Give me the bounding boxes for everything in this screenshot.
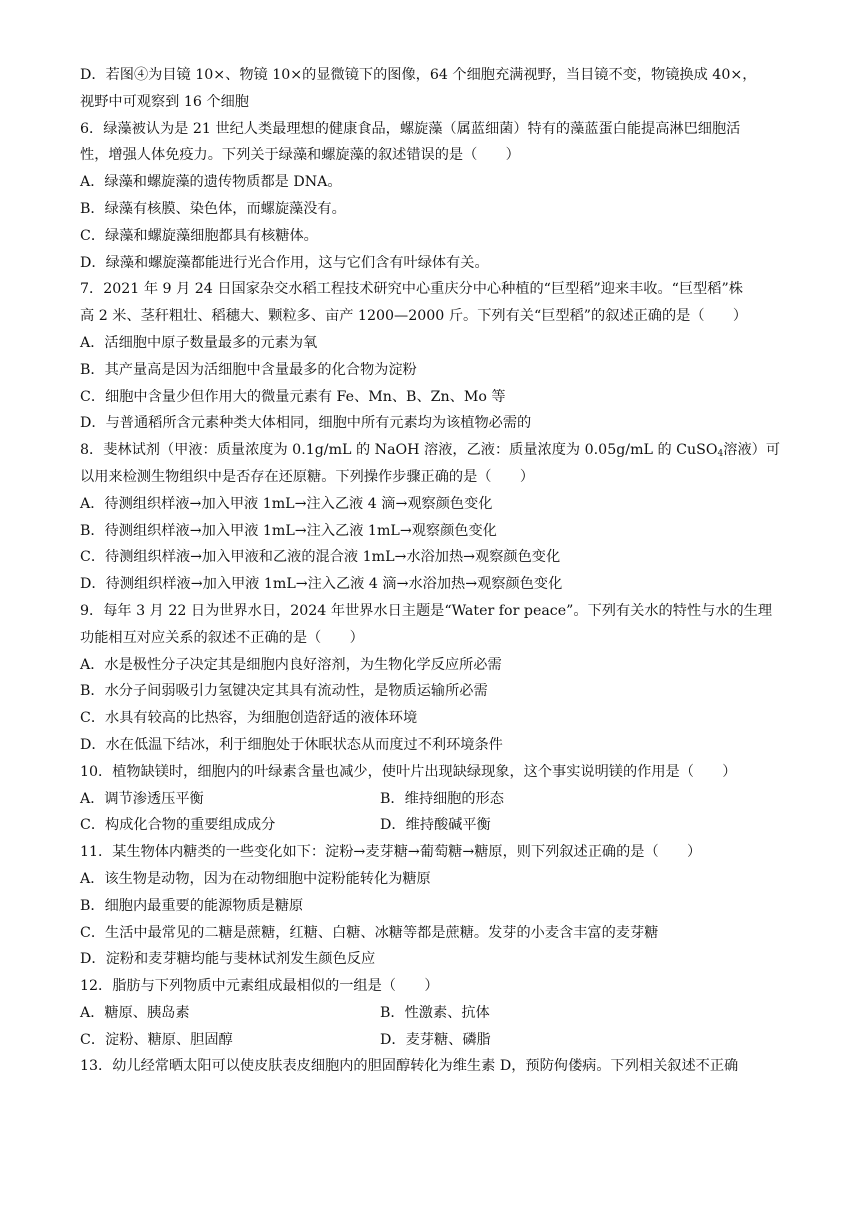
q9-option-b: B．水分子间弱吸引力氢键决定其具有流动性，是物质运输所必需 (80, 683, 488, 700)
q12-stem-line1: 12．脂肪与下列物质中元素组成最相似的一组是（ ） (80, 978, 439, 995)
q5-option-d-line2: 视野中可观察到 16 个细胞 (80, 93, 249, 110)
q9-option-d: D．水在低温下结冰，利于细胞处于休眠状态从而度过不利环境条件 (80, 736, 503, 753)
q9-option-a: A．水是极性分子决定其是细胞内良好溶剂，为生物化学反应所必需 (80, 656, 502, 673)
q7-stem-line2: 高 2 米、茎秆粗壮、稻穗大、颗粒多、亩产 1200—2000 斤。下列有关“巨型稻”的叙述正确的是（ ） (80, 308, 748, 325)
q6-option-d: D．绿藻和螺旋藻都能进行光合作用，这与它们含有叶绿体有关。 (80, 254, 489, 271)
q10-option-b: B．维持细胞的形态 (380, 790, 504, 807)
q8-option-d: D．待测组织样液→加入甲液 1mL→注入乙液 4 滴→水浴加热→观察颜色变化 (80, 576, 563, 593)
q8-stem-line1 (80, 437, 792, 464)
q11-option-d: D．淀粉和麦芽糖均能与斐林试剂发生颜色反应 (80, 951, 376, 968)
q10-options-row1 (80, 786, 792, 813)
q7-option-c: C．细胞中含量少但作用大的微量元素有 Fe、Mn、B、Zn、Mo 等 (80, 388, 506, 405)
q10-option-a: A．调节渗透压平衡 (80, 790, 204, 807)
q8-option-b: B．待测组织样液→加入甲液 1mL→注入乙液 1mL→观察颜色变化 (80, 522, 497, 539)
q9-stem-line2: 功能相互对应关系的叙述不正确的是（ ） (80, 629, 364, 646)
q10-options-row2 (80, 812, 792, 839)
q5-option-d-line1: D．若图④为目镜 10×、物镜 10×的显微镜下的图像，64 个细胞充满视野，当目镜不变，物镜换成 40×， (80, 67, 757, 83)
q6-option-b: B．绿藻有核膜、染色体，而螺旋藻没有。 (80, 200, 346, 217)
q6-option-a: A．绿藻和螺旋藻的遗传物质都是 DNA。 (80, 174, 342, 191)
q8-stem-line1-b: 溶液）可 (723, 442, 781, 459)
q11-option-b: B．细胞内最重要的能源物质是糖原 (80, 897, 304, 914)
q10-option-d: D．维持酸碱平衡 (380, 817, 491, 834)
q11-option-a: A．该生物是动物，因为在动物细胞中淀粉能转化为糖原 (80, 870, 431, 887)
q8-subscript: 4 (717, 449, 724, 460)
q11-option-c: C．生活中最常见的二糖是蔗糖，红糖、白糖、冰糖等都是蔗糖。发芽的小麦含丰富的麦芽糖 (80, 924, 659, 941)
q12-option-c: C．淀粉、糖原、胆固醇 (80, 1031, 233, 1048)
q11-stem-line1: 11．某生物体内糖类的一些变化如下：淀粉→麦芽糖→葡萄糖→糖原，则下列叙述正确的是（ ） (80, 844, 702, 861)
q12-option-a: A．糖原、胰岛素 (80, 1004, 190, 1021)
q7-option-d: D．与普通稻所含元素种类大体相同，细胞中所有元素均为该植物必需的 (80, 415, 532, 432)
q8-stem-line2: 以用来检测生物组织中是否存在还原糖。下列操作步骤正确的是（ ） (80, 468, 535, 485)
q13-stem-line1: 13．幼儿经常晒太阳可以使皮肤表皮细胞内的胆固醇转化为维生素 D，预防佝偻病。下列相关叙述不正确 (80, 1058, 739, 1075)
q6-stem-line2: 性，增强人体免疫力。下列关于绿藻和螺旋藻的叙述错误的是（ ） (80, 147, 520, 164)
exam-page (80, 62, 792, 1080)
q7-option-b: B．其产量高是因为活细胞中含量最多的化合物为淀粉 (80, 361, 417, 378)
q6-stem-line1: 6．绿藻被认为是 21 世纪人类最理想的健康食品，螺旋藻（属蓝细菌）特有的藻蓝蛋白能提高淋巴细胞活 (80, 120, 741, 137)
q8-stem-line1-a: 8．斐林试剂（甲液：质量浓度为 0.1g/mL 的 NaOH 溶液，乙液：质量浓度为 0.05g/mL 的 CuSO (80, 442, 718, 459)
q9-stem-line1: 9．每年 3 月 22 日为世界水日，2024 年世界水日主题是“Water for peace”。下列有关水的特性与水的生理 (80, 602, 773, 619)
q8-option-c: C．待测组织样液→加入甲液和乙液的混合液 1mL→水浴加热→观察颜色变化 (80, 549, 561, 566)
q7-option-a: A．活细胞中原子数量最多的元素为氧 (80, 334, 318, 351)
q12-options-row1 (80, 1000, 792, 1027)
q12-options-row2 (80, 1027, 792, 1054)
q10-stem-line1: 10．植物缺镁时，细胞内的叶绿素含量也减少，使叶片出现缺绿现象，这个事实说明镁的作用是（ ） (80, 763, 737, 780)
q7-stem-line1: 7．2021 年 9 月 24 日国家杂交水稻工程技术研究中心重庆分中心种植的“巨型稻”迎来丰收。“巨型稻”株 (80, 281, 743, 298)
q12-option-b: B．性激素、抗体 (380, 1004, 490, 1021)
q8-option-a: A．待测组织样液→加入甲液 1mL→注入乙液 4 滴→观察颜色变化 (80, 495, 493, 512)
q9-option-c: C．水具有较高的比热容，为细胞创造舒适的液体环境 (80, 710, 418, 727)
q12-option-d: D．麦芽糖、磷脂 (380, 1031, 491, 1048)
q10-option-c: C．构成化合物的重要组成成分 (80, 817, 276, 834)
q6-option-c: C．绿藻和螺旋藻细胞都具有核糖体。 (80, 227, 318, 244)
